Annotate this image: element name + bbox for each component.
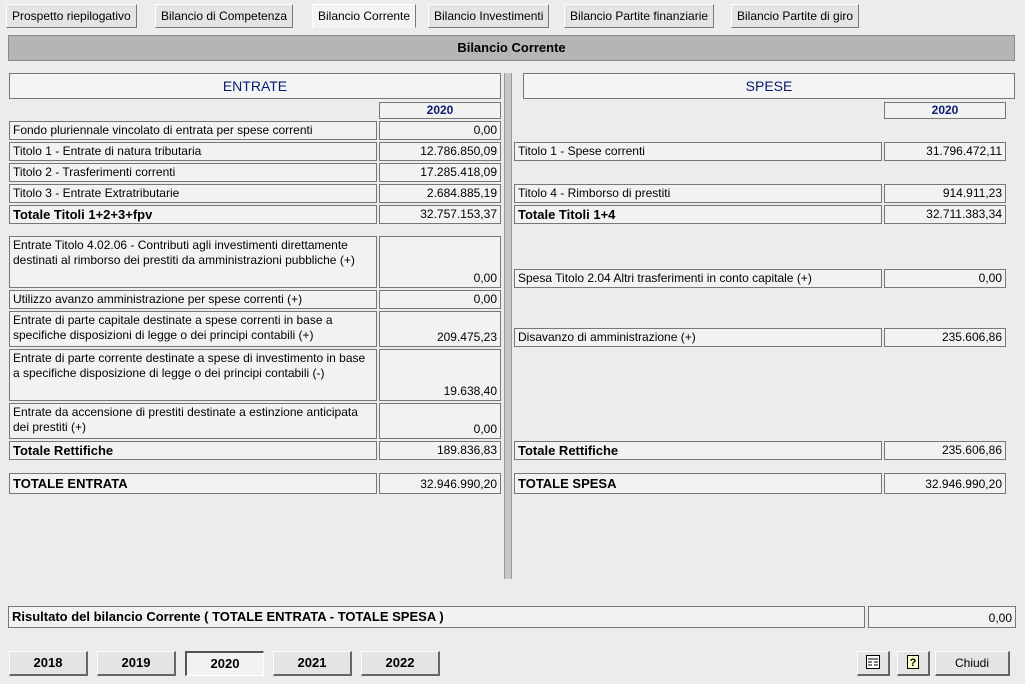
spese-label-titolo1: Titolo 1 - Spese correnti	[514, 142, 882, 161]
year-button-2020[interactable]: 2020	[185, 651, 264, 676]
entrate-value-totale-entrata: 32.946.990,20	[379, 473, 501, 494]
entrate-value-totale-titoli: 32.757.153,37	[379, 205, 501, 224]
entrate-value-fpv: 0,00	[379, 121, 501, 140]
spese-label-trasferimenti: Spesa Titolo 2.04 Altri trasferimenti in conto capitale (+)	[514, 269, 882, 288]
year-button-2019[interactable]: 2019	[97, 651, 176, 676]
entrate-label-titolo3: Titolo 3 - Entrate Extratributarie	[9, 184, 377, 203]
entrate-value-corrente-investimento: 19.638,40	[379, 349, 501, 401]
entrate-label-fpv: Fondo pluriennale vincolato di entrata per spese correnti	[9, 121, 377, 140]
panel-splitter[interactable]	[504, 73, 512, 579]
entrate-label-capitale: Entrate di parte capitale destinate a spese correnti in base a specifiche disposizioni di legge o dei principi contabili (+)	[9, 311, 377, 347]
help-icon	[905, 654, 921, 673]
entrate-value-capitale: 209.475,23	[379, 311, 501, 347]
tab-bilancio-corrente[interactable]: Bilancio Corrente	[312, 4, 416, 28]
entrate-label-prestiti: Entrate da accensione di prestiti destinate a estinzione anticipata dei prestiti (+)	[9, 403, 377, 439]
spese-value-trasferimenti: 0,00	[884, 269, 1006, 288]
spese-value-titolo1: 31.796.472,11	[884, 142, 1006, 161]
spese-value-titolo4: 914.911,23	[884, 184, 1006, 203]
tab-bilancio-partite-finanziarie[interactable]: Bilancio Partite finanziarie	[564, 4, 714, 28]
entrate-label-totale-titoli: Totale Titoli 1+2+3+fpv	[9, 205, 377, 224]
svg-text:?: ?	[909, 656, 917, 669]
spese-label-disavanzo: Disavanzo di amministrazione (+)	[514, 328, 882, 347]
year-button-2018[interactable]: 2018	[9, 651, 88, 676]
spese-label-totale-titoli: Totale Titoli 1+4	[514, 205, 882, 224]
tab-bilancio-competenza[interactable]: Bilancio di Competenza	[155, 4, 293, 28]
tab-bilancio-investimenti[interactable]: Bilancio Investimenti	[428, 4, 549, 28]
spese-value-disavanzo: 235.606,86	[884, 328, 1006, 347]
entrate-value-totale-rettifiche: 189.836,83	[379, 441, 501, 460]
spese-label-totale-rettifiche: Totale Rettifiche	[514, 441, 882, 460]
spese-value-totale-spesa: 32.946.990,20	[884, 473, 1006, 494]
spese-year-header: 2020	[884, 102, 1006, 119]
spese-label-titolo4: Titolo 4 - Rimborso di prestiti	[514, 184, 882, 203]
entrate-value-titolo2: 17.285.418,09	[379, 163, 501, 182]
entrate-label-totale-entrata: TOTALE ENTRATA	[9, 473, 377, 494]
close-button[interactable]: Chiudi	[935, 651, 1010, 676]
tab-prospetto-riepilogativo[interactable]: Prospetto riepilogativo	[6, 4, 137, 28]
result-label: Risultato del bilancio Corrente ( TOTALE ENTRATA - TOTALE SPESA )	[8, 606, 865, 628]
entrate-label-titolo1: Titolo 1 - Entrate di natura tributaria	[9, 142, 377, 161]
spese-label-totale-spesa: TOTALE SPESA	[514, 473, 882, 494]
entrate-value-titolo3: 2.684.885,19	[379, 184, 501, 203]
page-title: Bilancio Corrente	[8, 35, 1015, 61]
entrate-header: ENTRATE	[9, 73, 501, 99]
entrate-label-titolo2: Titolo 2 - Trasferimenti correnti	[9, 163, 377, 182]
entrate-year-header: 2020	[379, 102, 501, 119]
entrate-value-prestiti: 0,00	[379, 403, 501, 439]
entrate-label-contributi: Entrate Titolo 4.02.06 - Contributi agli investimenti direttamente destinati al rimborso dei prestiti da amministrazioni pubbliche (+)	[9, 236, 377, 288]
spese-value-totale-rettifiche: 235.606,86	[884, 441, 1006, 460]
entrate-label-avanzo: Utilizzo avanzo amministrazione per spese correnti (+)	[9, 290, 377, 309]
entrate-value-contributi: 0,00	[379, 236, 501, 288]
tab-bilancio-partite-giro[interactable]: Bilancio Partite di giro	[731, 4, 859, 28]
spese-header: SPESE	[523, 73, 1015, 99]
report-icon	[865, 654, 881, 673]
entrate-value-avanzo: 0,00	[379, 290, 501, 309]
entrate-label-corrente-investimento: Entrate di parte corrente destinate a spese di investimento in base a specifiche disposizione di legge o dei principi contabili (-)	[9, 349, 377, 401]
year-button-2021[interactable]: 2021	[273, 651, 352, 676]
help-button[interactable]	[897, 651, 930, 676]
result-value: 0,00	[868, 606, 1016, 628]
entrate-value-titolo1: 12.786.850,09	[379, 142, 501, 161]
report-button[interactable]	[857, 651, 890, 676]
spese-value-totale-titoli: 32.711.383,34	[884, 205, 1006, 224]
entrate-label-totale-rettifiche: Totale Rettifiche	[9, 441, 377, 460]
year-button-2022[interactable]: 2022	[361, 651, 440, 676]
